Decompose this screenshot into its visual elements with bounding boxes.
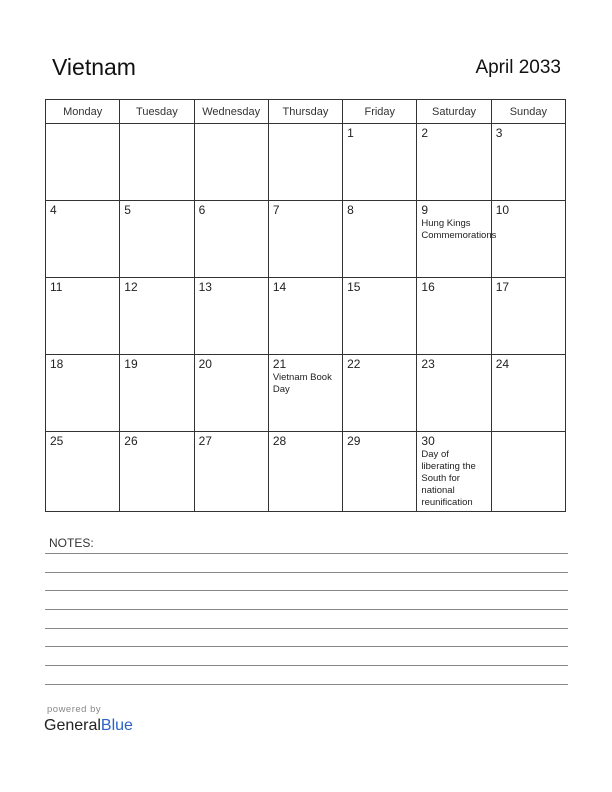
country-title: Vietnam [52,54,136,80]
holiday-label: Vietnam Book Day [272,372,332,395]
day-number: 17 [495,280,510,294]
week-row [46,124,566,201]
weekday-header: Saturday [417,100,491,124]
weekday-header: Wednesday [194,100,268,124]
day-cell [46,124,120,201]
day-cell [120,278,194,355]
day-cell [194,124,268,201]
holiday-label: Hung Kings Commemorations [421,218,497,241]
notes-line [45,646,568,647]
day-number: 19 [124,357,138,371]
day-cell [194,201,268,278]
day-cell [268,432,342,512]
day-number: 20 [198,357,212,371]
day-cell [343,124,417,201]
powered-by-label: powered by [47,704,102,715]
day-cell [417,355,491,432]
day-cell [417,432,491,512]
day-number: 8 [347,203,354,217]
day-number: 2 [421,126,429,140]
day-cell [343,355,417,432]
day-number: 16 [421,280,435,294]
day-number: 5 [124,203,131,217]
day-cell [417,201,497,278]
notes-label: NOTES: [49,536,94,550]
day-cell [417,124,491,201]
day-number: 9 [421,203,429,217]
day-number: 21 [272,357,287,371]
day-number: 13 [198,280,212,294]
day-cell [120,355,194,432]
day-number: 23 [421,357,435,371]
notes-line [45,665,568,666]
day-number: 30 [421,434,435,448]
generalblue-logo [44,717,133,735]
day-cell [343,432,417,512]
day-cell [491,201,565,278]
day-number: 15 [347,280,361,294]
weekday-header: Friday [343,100,417,124]
day-number: 10 [495,203,510,217]
day-cell [194,278,268,355]
day-cell [343,278,417,355]
day-cell [491,124,565,201]
day-cell [120,201,194,278]
day-number: 1 [347,126,354,140]
day-cell [120,124,194,201]
calendar-grid [45,99,566,512]
day-cell [46,201,120,278]
weekday-header: Thursday [268,100,342,124]
brand-general: General [44,717,101,734]
weekday-header-row [46,100,566,124]
day-number: 18 [50,357,64,371]
notes-line [45,609,568,610]
day-number: 29 [347,434,361,448]
holiday-label: Day of liberating the South for national reunification [421,449,476,508]
notes-line [45,572,568,573]
day-number: 11 [50,280,63,294]
day-cell [268,201,342,278]
week-row [46,432,566,512]
day-number: 22 [347,357,361,371]
day-cell [46,355,120,432]
week-row [46,355,566,432]
day-number: 28 [272,434,287,448]
weekday-header: Monday [46,100,120,124]
day-cell [268,124,342,201]
day-cell [46,278,120,355]
day-cell [268,278,342,355]
day-cell [491,278,565,355]
day-cell [491,355,565,432]
day-number: 3 [495,126,503,140]
day-cell [417,278,491,355]
day-cell [194,355,268,432]
notes-line [45,684,568,685]
notes-line [45,590,568,591]
day-number: 14 [272,280,287,294]
brand-blue: Blue [100,717,133,734]
day-number: 6 [198,203,206,217]
notes-line [45,628,568,629]
day-number: 7 [272,203,280,217]
day-number: 27 [198,434,212,448]
day-number: 24 [495,357,510,371]
day-cell [268,355,342,432]
day-cell [194,432,268,512]
day-cell [46,432,120,512]
day-cell [343,201,417,278]
day-number: 26 [124,434,138,448]
day-cell [491,432,565,512]
day-number: 25 [50,434,64,448]
week-row [46,278,566,355]
day-number: 12 [124,280,138,294]
month-title: April 2033 [475,57,561,78]
weekday-header: Tuesday [120,100,194,124]
week-row [46,201,566,278]
weekday-header: Sunday [491,100,565,124]
notes-line [45,553,568,554]
day-number: 4 [50,203,57,217]
day-cell [120,432,194,512]
